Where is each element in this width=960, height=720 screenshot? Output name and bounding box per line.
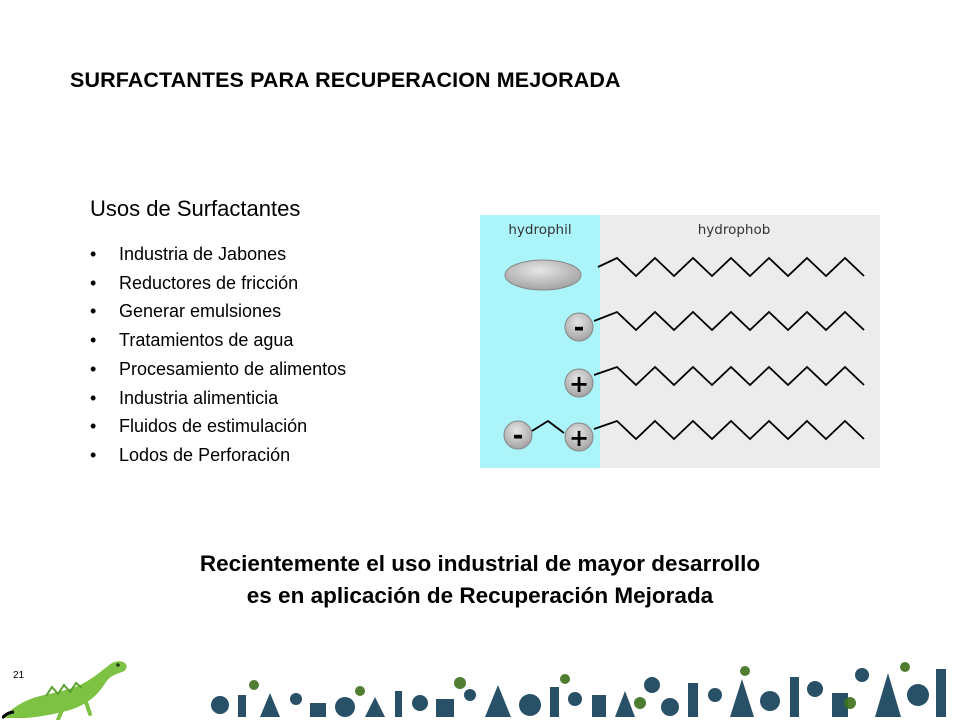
hydrophil-label: hydrophil [508,222,572,238]
list-item [90,355,450,384]
bullet: • [90,444,97,465]
iguana-logo [2,650,137,720]
hydrophob-label: hydrophob [697,222,771,238]
bullet: • [90,244,97,264]
list-item [90,269,450,298]
list-item [90,326,450,355]
bullet: • [90,358,97,379]
bullet: • [90,272,97,293]
bullet: • [90,416,97,437]
list-item [90,384,450,413]
bullet: • [90,330,97,351]
bullet: • [90,387,97,408]
conclusion-line-1: Recientemente el uso industrial de mayor desarrollo [199,551,761,576]
list-item-label: Industria de Jabones [119,244,287,264]
list-item [90,297,450,326]
uses-list [90,240,450,470]
page-number: 21 [13,670,25,681]
decorative-footer-pattern [200,655,960,720]
slide-title: SURFACTANTES PARA RECUPERACION MEJORADA [70,68,621,92]
surfactant-diagram [480,215,880,468]
list-item [90,412,450,441]
list-item [90,441,450,470]
minus-sign: - [573,313,585,343]
list-item-label: Tratamientos de agua [119,330,294,351]
bullet: • [90,301,97,322]
uses-heading: Usos de Surfactantes [90,196,301,221]
plus-sign: + [568,370,590,398]
list-item-label: Generar emulsiones [119,301,282,322]
conclusion-line-2: es en aplicación de Recuperación Mejorada [246,583,714,608]
list-item [90,240,450,269]
list-item-label: Lodos de Perforación [119,444,291,465]
plus-sign: + [568,424,590,452]
conclusion-text [0,548,960,612]
list-item-label: Reductores de fricción [119,272,299,293]
minus-sign: - [512,421,524,451]
list-item-label: Industria alimenticia [119,387,279,408]
nonionic-head [505,260,581,290]
uses-section [90,196,450,470]
list-item-label: Fluidos de estimulación [119,416,308,437]
list-item-label: Procesamiento de alimentos [119,358,347,379]
